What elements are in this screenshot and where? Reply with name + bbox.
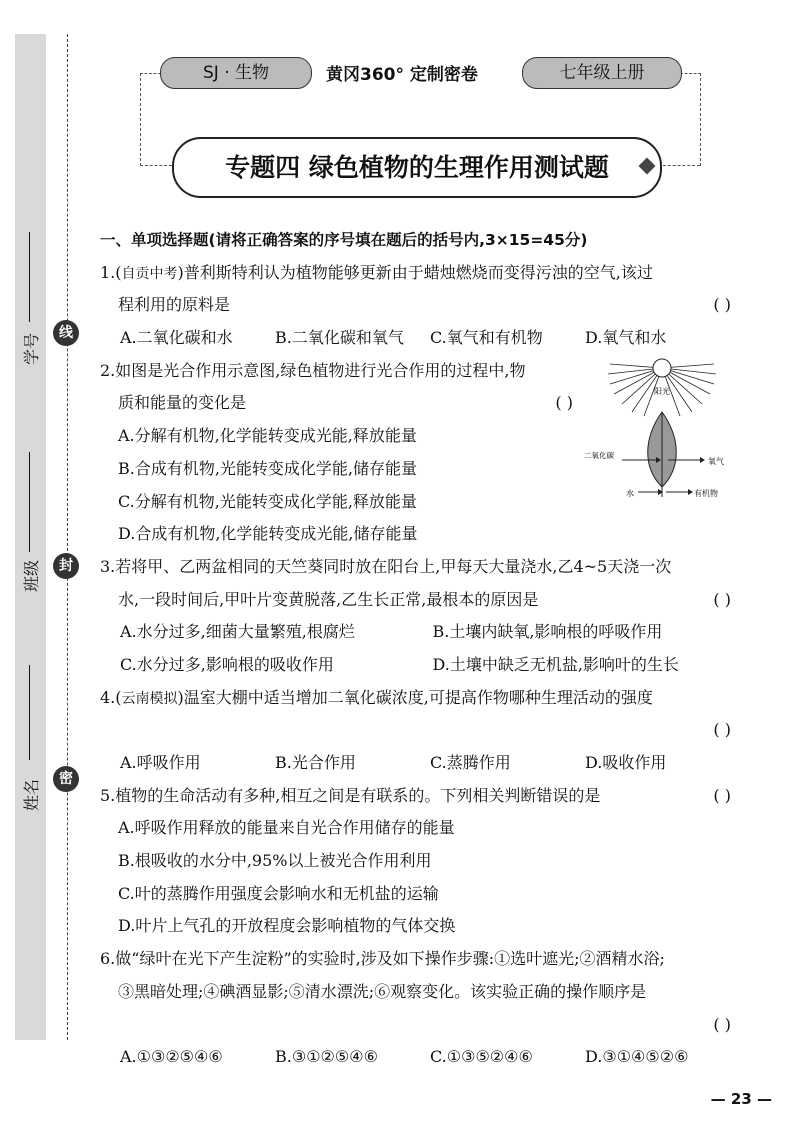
page-title: 专题四 绿色植物的生理作用测试题 [172, 137, 662, 198]
header-connector-left-bottom [140, 165, 172, 166]
q4-options [100, 747, 745, 780]
q6-line1: 6.做“绿叶在光下产生淀粉”的实验时,涉及如下操作步骤:①选叶遮光;②酒精水浴; [100, 949, 665, 969]
q1-answer-paren[interactable]: ( ) [713, 295, 731, 315]
q6-option-d: D.③①④⑤②⑥ [585, 1047, 689, 1067]
section-heading: 一、单项选择题(请将正确答案的序号填在题后的括号内,3×15=45分) [100, 231, 588, 249]
q1-line1: 1.(自贡中考)普利斯特利认为植物能够更新由于蜡烛燃烧而变得污浊的空气,该过 [100, 262, 653, 282]
q2-line2: 质和能量的变化是 ( ) [100, 387, 745, 420]
o2-arrowhead [700, 457, 705, 463]
q3-options-row2 [100, 649, 745, 682]
sun-icon [653, 359, 671, 377]
banji-label: 班级 [22, 559, 41, 592]
q5-option-b: B.根吸收的水分中,95%以上被光合作用利用 [118, 851, 432, 871]
q2-option-a: A.分解有机物,化学能转变成光能,释放能量 [118, 426, 417, 446]
page-number: — 23 — [710, 1090, 772, 1108]
photosynthesis-diagram [582, 352, 742, 512]
q4-option-d: D.吸收作用 [585, 753, 667, 772]
q1-option-c: C.氧气和有机物 [430, 328, 543, 348]
cut-line [67, 34, 68, 1040]
q4-answer-paren[interactable]: ( ) [713, 720, 731, 740]
diagram-organic-label: 有机物 [694, 489, 718, 498]
q5-option-d: D.叶片上气孔的开放程度会影响植物的气体交换 [118, 916, 456, 936]
q3-option-a: A.水分过多,细菌大量繁殖,根腐烂 [120, 622, 355, 642]
q6-options [100, 1041, 745, 1074]
q3-answer-paren[interactable]: ( ) [713, 589, 731, 609]
xingming-label: 姓名 [22, 778, 41, 811]
grade-pill: 七年级上册 [522, 57, 682, 89]
q6-line2: ③黑暗处理;④碘酒显影;⑤清水漂洗;⑥观察变化。该实验正确的操作顺序是 [118, 981, 647, 1001]
seal-line-mark: 线 [53, 320, 79, 346]
q6-option-a: A.①③②⑤④⑥ [120, 1047, 223, 1067]
q2-option-c: C.分解有机物,光能转变成化学能,释放能量 [118, 491, 417, 511]
q2-option-b: B.合成有机物,光能转变成化学能,储存能量 [118, 458, 418, 478]
q5-option-a: A.呼吸作用释放的能量来自光合作用储存的能量 [118, 818, 455, 838]
q5-option-c: C.叶的蒸腾作用强度会影响水和无机盐的运输 [118, 883, 439, 903]
q4-line1: 4.(云南模拟)温室大棚中适当增加二氧化碳浓度,可提高作物哪种生理活动的强度 [100, 687, 653, 707]
seal-feng-mark: 封 [53, 553, 79, 579]
q4-option-b: B.光合作用 [275, 753, 356, 772]
diagram-o2-label: 氧气 [708, 457, 724, 466]
header-connector-right-bottom [658, 165, 700, 166]
q4-option-c: C.蒸腾作用 [430, 753, 511, 772]
q1-line2: 程利用的原料是 ( ) [100, 289, 745, 322]
q3-line1: 3.若将甲、乙两盆相同的天竺葵同时放在阳台上,甲每天大量浇水,乙4~5天浇一次 [100, 556, 672, 576]
binding-strip [15, 34, 46, 1040]
q2-line1: 2.如图是光合作用示意图,绿色植物进行光合作用的过程中,物 [100, 360, 526, 380]
brand-text: 黄冈360° 定制密卷 [326, 65, 478, 85]
diagram-co2-label: 二氧化碳 [584, 451, 614, 460]
q6-paren-line [100, 1009, 745, 1042]
q4-option-a: A.呼吸作用 [120, 753, 201, 772]
xuehao-blank [29, 232, 30, 322]
q3-option-b: B.土壤内缺氧,影响根的呼吸作用 [432, 622, 663, 642]
q6-option-c: C.①③⑤②④⑥ [430, 1047, 533, 1067]
diagram-sun-label: 阳光 [654, 387, 670, 396]
organic-arrowhead [688, 489, 693, 495]
q4-source: 云南模拟 [121, 690, 178, 707]
q3-options-row1 [100, 616, 745, 649]
xuehao-label: 学号 [22, 332, 41, 365]
q1-option-a: A.二氧化碳和水 [120, 328, 233, 348]
q2-option-d: D.合成有机物,化学能转变成光能,储存能量 [118, 524, 418, 544]
q3-option-d: D.土壤中缺乏无机盐,影响叶的生长 [432, 654, 679, 674]
q2-answer-paren[interactable]: ( ) [555, 393, 573, 413]
q6-answer-paren[interactable]: ( ) [713, 1014, 731, 1034]
seal-mi-mark: 密 [53, 766, 79, 792]
subject-pill: SJ · 生物 [160, 57, 312, 89]
q1-option-d: D.氧气和水 [585, 328, 667, 348]
q6-option-b: B.③①②⑤④⑥ [275, 1047, 378, 1067]
header-connector-left [140, 73, 161, 166]
header-connector-right [680, 73, 701, 166]
q4-paren-line [100, 714, 745, 747]
q1-source: 自贡中考 [121, 265, 178, 282]
q5-answer-paren[interactable]: ( ) [713, 785, 731, 805]
banji-blank [29, 452, 30, 552]
q3-option-c: C.水分过多,影响根的吸收作用 [120, 654, 334, 674]
q5-line1: 5.植物的生命活动有多种,相互之间是有联系的。下列相关判断错误的是 ( ) [100, 780, 745, 813]
q3-line2: 水,一段时间后,甲叶片变黄脱落,乙生长正常,最根本的原因是 ( ) [100, 584, 745, 617]
q1-option-b: B.二氧化碳和氧气 [275, 328, 404, 348]
q1-options [100, 322, 745, 355]
diagram-water-label: 水 [626, 489, 634, 498]
xingming-blank [29, 665, 30, 760]
header-bar [160, 57, 680, 89]
